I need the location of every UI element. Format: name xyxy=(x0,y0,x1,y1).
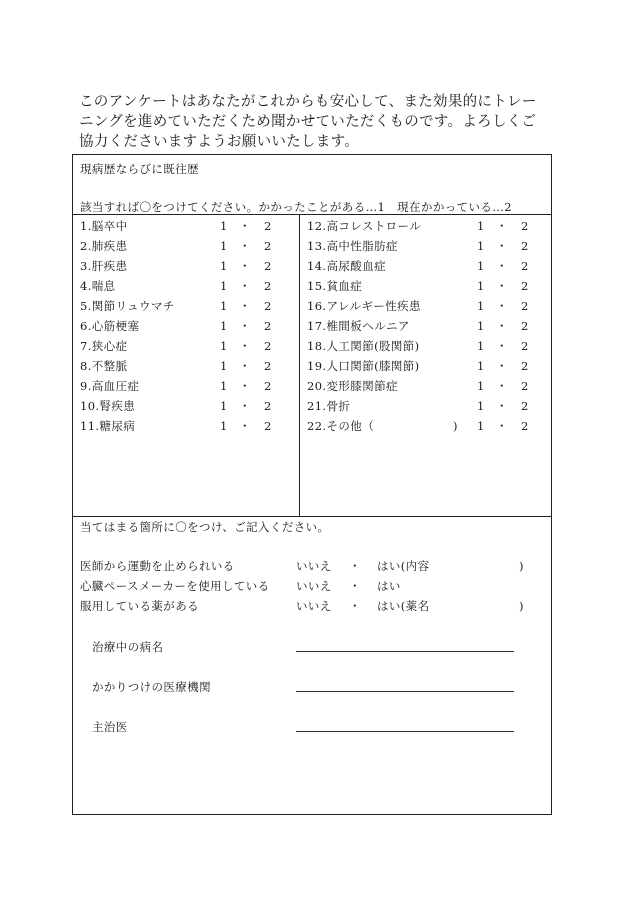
option-1-circle-target[interactable]: 1 xyxy=(477,359,485,373)
option-2-circle-target[interactable]: 2 xyxy=(264,339,272,353)
other-close-paren: ) xyxy=(453,419,458,433)
option-separator: ・ xyxy=(239,239,251,253)
condition-row[interactable] xyxy=(73,379,553,393)
condition-row[interactable] xyxy=(73,279,553,293)
option-2-circle-target[interactable]: 2 xyxy=(264,259,272,273)
field-underline[interactable] xyxy=(296,651,514,652)
option-2-circle-target[interactable]: 2 xyxy=(521,379,529,393)
option-separator: ・ xyxy=(496,359,508,373)
option-2-circle-target[interactable]: 2 xyxy=(521,239,529,253)
option-separator: ・ xyxy=(239,359,251,373)
condition-label: 10.腎疾患 xyxy=(80,399,136,413)
condition-row[interactable] xyxy=(73,259,553,273)
option-2-circle-target[interactable]: 2 xyxy=(521,339,529,353)
answer-no[interactable]: いいえ xyxy=(296,579,332,593)
answer-yes[interactable]: はい(薬名 xyxy=(377,599,430,613)
option-1-circle-target[interactable]: 1 xyxy=(220,219,228,233)
condition-row[interactable] xyxy=(73,399,553,413)
question-label: 心臓ペースメーカーを使用している xyxy=(80,579,270,593)
table-header-divider xyxy=(73,214,551,215)
question-row xyxy=(73,559,553,573)
condition-label: 18.人工関節(股関節) xyxy=(307,339,420,353)
condition-label: 17.椎間板ヘルニア xyxy=(307,319,410,333)
condition-row[interactable] xyxy=(73,339,553,353)
condition-label: 13.高中性脂肪症 xyxy=(307,239,398,253)
option-2-circle-target[interactable]: 2 xyxy=(521,359,529,373)
condition-row[interactable] xyxy=(73,219,553,233)
answer-separator: ・ xyxy=(349,599,361,613)
question-row xyxy=(73,599,553,613)
intro-line-2: ニングを進めていただくため聞かせていただくものです。よろしくご xyxy=(79,114,537,130)
option-2-circle-target[interactable]: 2 xyxy=(521,299,529,313)
option-2-circle-target[interactable]: 2 xyxy=(264,399,272,413)
condition-row[interactable] xyxy=(73,319,553,333)
option-separator: ・ xyxy=(496,239,508,253)
field-underline[interactable] xyxy=(296,731,514,732)
option-1-circle-target[interactable]: 1 xyxy=(220,419,228,433)
option-2-circle-target[interactable]: 2 xyxy=(264,299,272,313)
condition-label: 16.アレルギー性疾患 xyxy=(307,299,421,313)
option-1-circle-target[interactable]: 1 xyxy=(220,259,228,273)
option-separator: ・ xyxy=(239,319,251,333)
option-2-circle-target[interactable]: 2 xyxy=(264,239,272,253)
option-separator: ・ xyxy=(239,219,251,233)
condition-label: 5.関節リュウマチ xyxy=(80,299,175,313)
condition-label: 7.狭心症 xyxy=(80,339,128,353)
history-title: 現病歴ならびに既往歴 xyxy=(80,162,199,176)
field-label: 治療中の病名 xyxy=(92,640,164,654)
option-separator: ・ xyxy=(239,279,251,293)
answer-yes[interactable]: はい xyxy=(377,579,401,593)
option-1-circle-target[interactable]: 1 xyxy=(477,219,485,233)
intro-line-1: このアンケートはあなたがこれからも安心して、また効果的にトレー xyxy=(79,94,537,110)
intro-text xyxy=(79,92,559,152)
option-2-circle-target[interactable]: 2 xyxy=(521,399,529,413)
answer-close-paren: ) xyxy=(519,599,524,613)
condition-label: 9.高血圧症 xyxy=(80,379,140,393)
option-separator: ・ xyxy=(239,259,251,273)
condition-row[interactable] xyxy=(73,239,553,253)
option-separator: ・ xyxy=(239,339,251,353)
option-1-circle-target[interactable]: 1 xyxy=(220,319,228,333)
questionnaire-form xyxy=(72,154,552,815)
option-separator: ・ xyxy=(496,279,508,293)
option-2-circle-target[interactable]: 2 xyxy=(264,379,272,393)
condition-label: 15.貧血症 xyxy=(307,279,363,293)
option-1-circle-target[interactable]: 1 xyxy=(220,239,228,253)
option-2-circle-target[interactable]: 2 xyxy=(264,359,272,373)
condition-label: 12.高コレストロール xyxy=(307,219,422,233)
option-separator: ・ xyxy=(496,259,508,273)
condition-label: 3.肝疾患 xyxy=(80,259,128,273)
option-1-circle-target[interactable]: 1 xyxy=(477,399,485,413)
intro-line-3: 協力くださいますようお願いいたします。 xyxy=(79,134,360,150)
field-label: 主治医 xyxy=(92,720,128,734)
option-2-circle-target[interactable]: 2 xyxy=(521,279,529,293)
history-instruction: 該当すれば〇をつけてください。かかったことがある…1 現在かかっている…2 xyxy=(80,200,512,214)
option-1-circle-target[interactable]: 1 xyxy=(477,319,485,333)
option-1-circle-target[interactable]: 1 xyxy=(477,419,485,433)
option-separator: ・ xyxy=(239,419,251,433)
question-label: 医師から運動を止められいる xyxy=(80,559,235,573)
option-separator: ・ xyxy=(239,399,251,413)
option-2-circle-target[interactable]: 2 xyxy=(521,419,529,433)
option-separator: ・ xyxy=(496,219,508,233)
option-1-circle-target[interactable]: 1 xyxy=(477,299,485,313)
condition-label: 22.その他（ xyxy=(307,419,375,433)
option-1-circle-target[interactable]: 1 xyxy=(220,359,228,373)
field-label: かかりつけの医療機関 xyxy=(92,680,211,694)
answer-separator: ・ xyxy=(349,579,361,593)
condition-label: 19.人口関節(膝関節) xyxy=(307,359,420,373)
condition-label: 2.肺疾患 xyxy=(80,239,128,253)
answer-yes[interactable]: はい(内容 xyxy=(377,559,430,573)
condition-label: 20.変形膝関節症 xyxy=(307,379,398,393)
condition-row[interactable] xyxy=(73,419,553,433)
option-1-circle-target[interactable]: 1 xyxy=(220,299,228,313)
condition-label: 21.骨折 xyxy=(307,399,351,413)
option-2-circle-target[interactable]: 2 xyxy=(521,259,529,273)
option-2-circle-target[interactable]: 2 xyxy=(521,219,529,233)
section-divider xyxy=(73,516,551,517)
option-1-circle-target[interactable]: 1 xyxy=(477,239,485,253)
option-1-circle-target[interactable]: 1 xyxy=(220,339,228,353)
answer-separator: ・ xyxy=(349,559,361,573)
option-1-circle-target[interactable]: 1 xyxy=(220,379,228,393)
option-2-circle-target[interactable]: 2 xyxy=(264,419,272,433)
option-2-circle-target[interactable]: 2 xyxy=(521,319,529,333)
answer-close-paren: ) xyxy=(519,559,524,573)
option-separator: ・ xyxy=(496,299,508,313)
option-1-circle-target[interactable]: 1 xyxy=(477,339,485,353)
option-1-circle-target[interactable]: 1 xyxy=(477,379,485,393)
condition-label: 6.心筋梗塞 xyxy=(80,319,140,333)
condition-label: 1.脳卒中 xyxy=(80,219,128,233)
field-underline[interactable] xyxy=(296,691,514,692)
option-2-circle-target[interactable]: 2 xyxy=(264,219,272,233)
option-separator: ・ xyxy=(496,399,508,413)
condition-row[interactable] xyxy=(73,299,553,313)
option-1-circle-target[interactable]: 1 xyxy=(220,399,228,413)
condition-label: 11.糖尿病 xyxy=(80,419,136,433)
option-1-circle-target[interactable]: 1 xyxy=(477,259,485,273)
option-2-circle-target[interactable]: 2 xyxy=(264,319,272,333)
condition-label: 8.不整脈 xyxy=(80,359,128,373)
question-row xyxy=(73,579,553,593)
condition-label: 14.高尿酸血症 xyxy=(307,259,386,273)
option-1-circle-target[interactable]: 1 xyxy=(220,279,228,293)
condition-row[interactable] xyxy=(73,359,553,373)
option-separator: ・ xyxy=(496,379,508,393)
option-separator: ・ xyxy=(496,319,508,333)
answer-no[interactable]: いいえ xyxy=(296,599,332,613)
option-separator: ・ xyxy=(239,379,251,393)
question-label: 服用している薬がある xyxy=(80,599,199,613)
option-1-circle-target[interactable]: 1 xyxy=(477,279,485,293)
option-separator: ・ xyxy=(496,419,508,433)
option-2-circle-target[interactable]: 2 xyxy=(264,279,272,293)
section2-instruction: 当てはまる箇所に〇をつけ、ご記入ください。 xyxy=(80,520,330,534)
condition-label: 4.喘息 xyxy=(80,279,116,293)
option-separator: ・ xyxy=(239,299,251,313)
answer-no[interactable]: いいえ xyxy=(296,559,332,573)
option-separator: ・ xyxy=(496,339,508,353)
